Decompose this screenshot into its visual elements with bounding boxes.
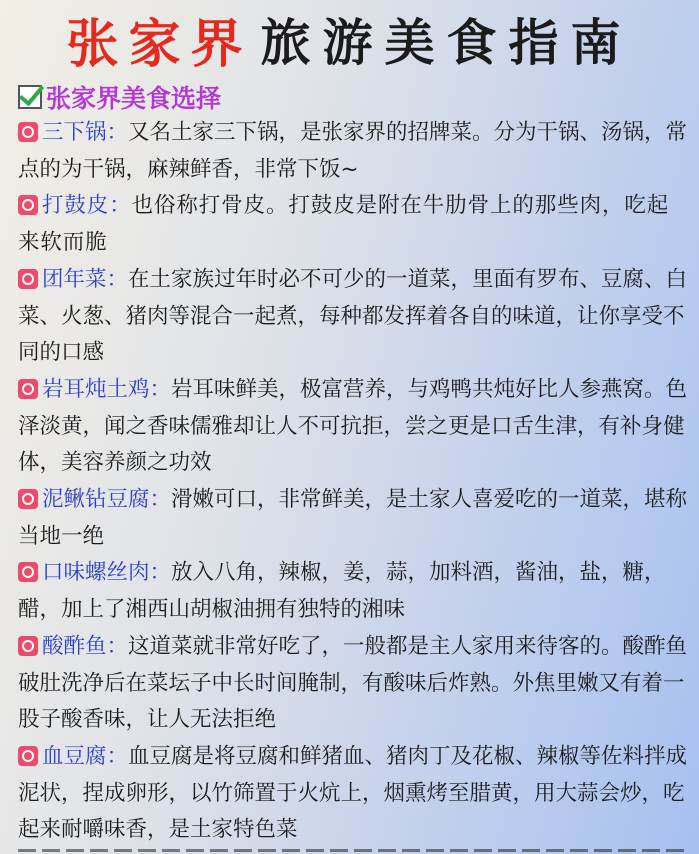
- list-item: [18, 482, 690, 555]
- food-list: [18, 115, 690, 849]
- list-item: [18, 188, 690, 261]
- bullet-icon: [18, 636, 38, 656]
- dish-description: 也俗称打骨皮。打鼓皮是附在牛肋骨上的那些肉，吃起来软而脆: [18, 193, 670, 256]
- dish-name: 血豆腐：: [42, 743, 129, 769]
- dish-name: 口味螺丝肉：: [42, 560, 172, 586]
- title-part1: 张家界: [66, 13, 253, 75]
- dish-name: 酸酢鱼：: [42, 633, 129, 659]
- dish-name: 岩耳炖土鸡：: [42, 376, 172, 402]
- cropped-next-line: [18, 846, 690, 854]
- bullet-icon: [18, 122, 38, 142]
- page-title: [0, 4, 699, 74]
- section-title: 张家界美食选择: [46, 84, 222, 113]
- list-item: [18, 555, 690, 628]
- section-header: [18, 80, 221, 114]
- list-item: [18, 262, 690, 372]
- dish-description: 放入八角，辣椒，姜，蒜，加料酒，酱油，盐，糖，醋，加上了湘西山胡椒油拥有独特的湘味: [18, 560, 666, 623]
- list-item: [18, 372, 690, 482]
- list-item: [18, 115, 690, 188]
- dish-description: 这道菜就非常好吃了，一般都是主人家用来待客的。酸酢鱼破肚洗净后在菜坛子中长时间腌制，有酸味后炸熟。外焦里嫩又有着一股子酸香味，让人无法拒绝: [18, 633, 688, 733]
- dish-name: 泥鳅钻豆腐：: [42, 487, 172, 513]
- dish-name: 三下锅：: [42, 120, 129, 145]
- title-part2: 旅游美食指南: [260, 13, 633, 72]
- bullet-icon: [18, 746, 38, 766]
- bullet-icon: [18, 489, 38, 509]
- dish-description: 岩耳味鲜美，极富营养，与鸡鸭共炖好比人参燕窝。色泽淡黄，闻之香味儒雅却让人不可抗拒，尝之更是口舌生津，有补身健体，美容养颜之功效: [18, 376, 688, 476]
- dish-name: 打鼓皮：: [42, 193, 132, 219]
- bullet-icon: [18, 269, 38, 289]
- bullet-icon: [18, 379, 38, 399]
- checkbox-checked-icon: [18, 85, 42, 109]
- bullet-icon: [18, 195, 38, 215]
- dish-description: 在土家族过年时必不可少的一道菜，里面有罗布、豆腐、白菜、火葱、猪肉等混合一起煮，每种都发挥着各自的味道，让你享受不同的口感: [18, 266, 688, 366]
- dish-description: 滑嫩可口，非常鲜美，是土家人喜爱吃的一道菜，堪称当地一绝: [18, 487, 688, 549]
- list-item: [18, 629, 690, 739]
- dish-name: 团年菜：: [42, 266, 129, 292]
- dish-description: 血豆腐是将豆腐和鲜猪血、猪肉丁及花椒、辣椒等佐料拌成泥状，捏成卵形，以竹筛置于火炕上，烟熏烤至腊黄，用大蒜会炒，吃起来耐嚼味香，是土家特色菜: [18, 743, 688, 843]
- list-item: [18, 739, 690, 849]
- dish-description: 又名土家三下锅，是张家界的招牌菜。分为干锅、汤锅，常点的为干锅，麻辣鲜香，非常下饭~: [18, 120, 688, 182]
- bullet-icon: [18, 562, 38, 582]
